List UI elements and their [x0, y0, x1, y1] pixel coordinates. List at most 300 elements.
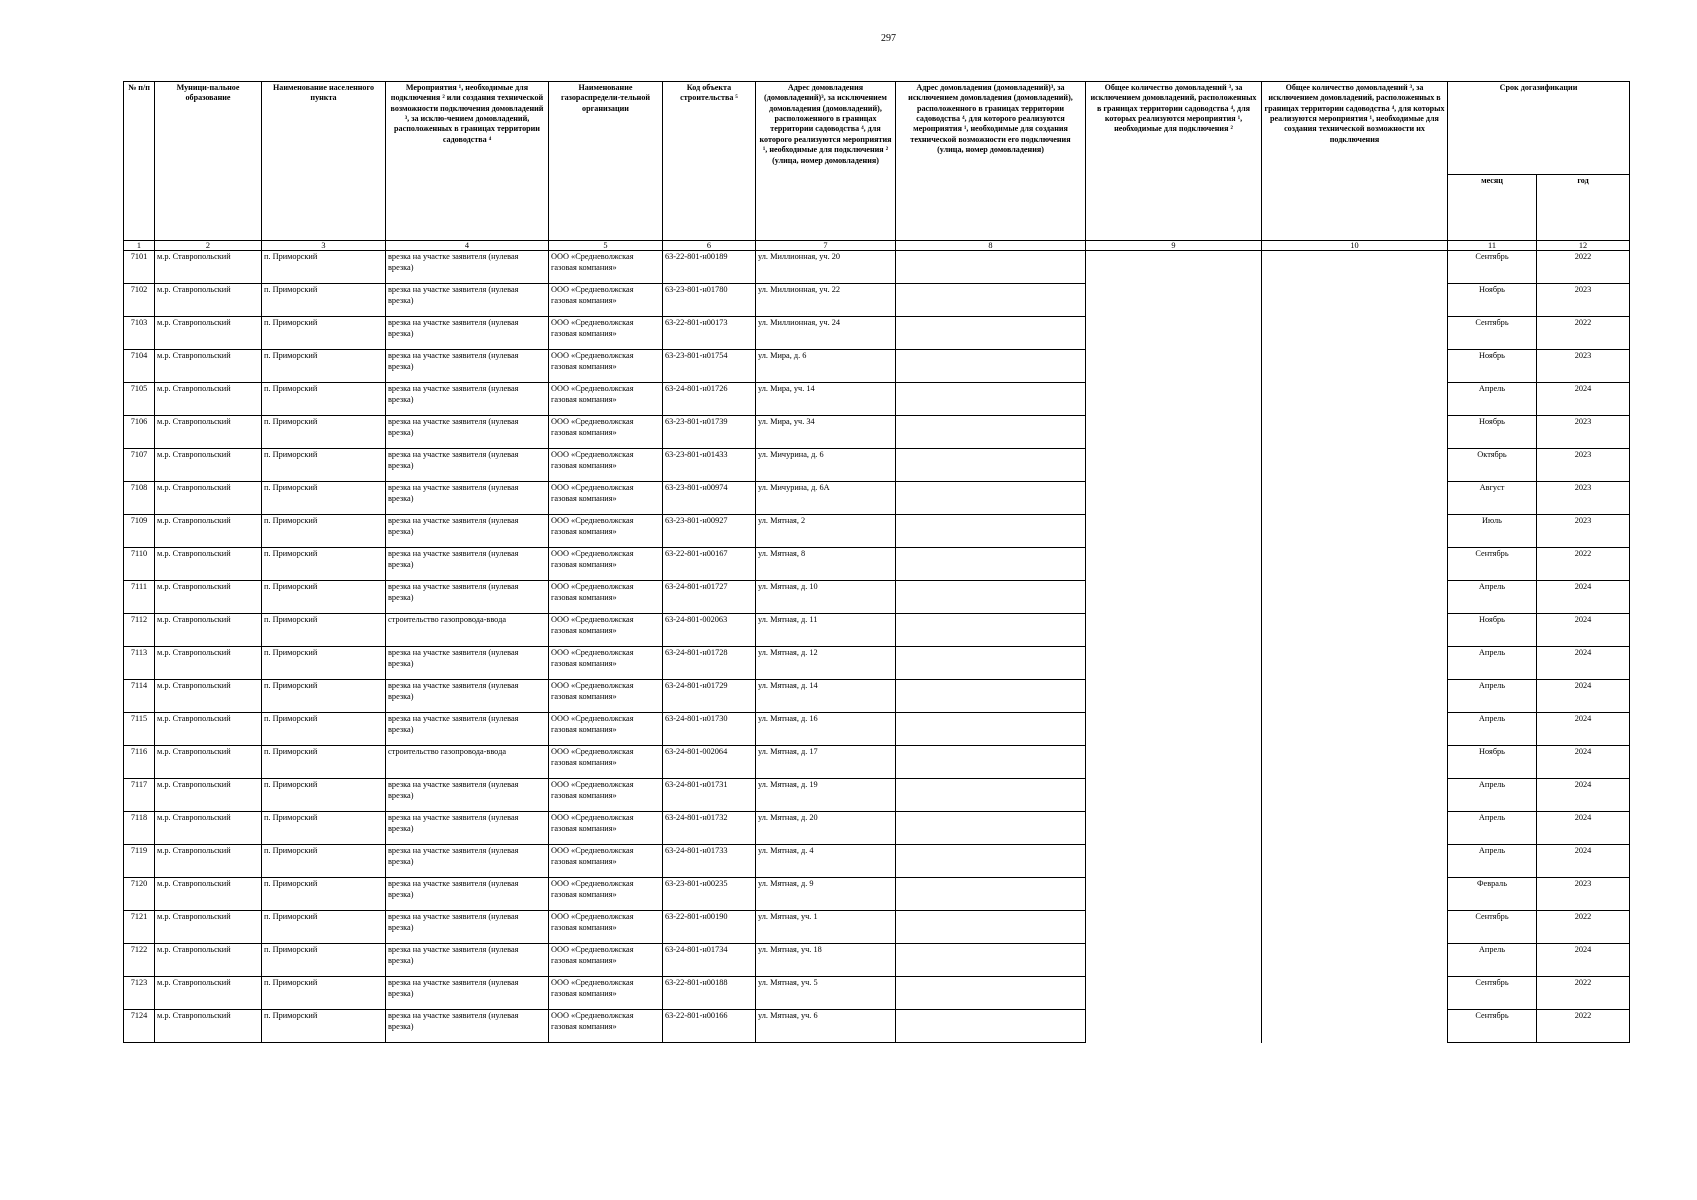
- object-code-cell: 63-24-801-н01726: [663, 383, 756, 416]
- connection-count-cell: [1086, 614, 1262, 647]
- settlement-cell: п. Приморский: [262, 614, 386, 647]
- technical-count-cell: [1262, 251, 1448, 284]
- object-code-cell: 63-23-801-н01433: [663, 449, 756, 482]
- organization-cell: ООО «Средневолжская газовая компания»: [549, 944, 663, 977]
- connection-count-cell: [1086, 812, 1262, 845]
- year-cell: 2023: [1537, 416, 1630, 449]
- settlement-cell: п. Приморский: [262, 251, 386, 284]
- year-cell: 2022: [1537, 1010, 1630, 1043]
- month-cell: Август: [1448, 482, 1537, 515]
- technical-address-cell: [896, 317, 1086, 350]
- column-number: 5: [549, 241, 663, 251]
- object-code-cell: 63-24-801-002063: [663, 614, 756, 647]
- technical-address-cell: [896, 779, 1086, 812]
- table-row: [124, 548, 1630, 581]
- address-cell: ул. Миллионная, уч. 24: [756, 317, 896, 350]
- municipality-cell: м.р. Ставропольский: [155, 482, 262, 515]
- address-cell: ул. Мятная, уч. 1: [756, 911, 896, 944]
- technical-count-cell: [1262, 548, 1448, 581]
- column-number: 2: [155, 241, 262, 251]
- technical-count-cell: [1262, 647, 1448, 680]
- organization-cell: ООО «Средневолжская газовая компания»: [549, 515, 663, 548]
- municipality-cell: м.р. Ставропольский: [155, 350, 262, 383]
- row-number-cell: 7108: [124, 482, 155, 515]
- table-row: [124, 779, 1630, 812]
- municipality-cell: м.р. Ставропольский: [155, 284, 262, 317]
- row-number-cell: 7121: [124, 911, 155, 944]
- month-cell: Сентябрь: [1448, 977, 1537, 1010]
- address-cell: ул. Мятная, д. 4: [756, 845, 896, 878]
- header-term: Срок догазификации: [1448, 82, 1630, 175]
- measure-cell: врезка на участке заявителя (нулевая врезка): [386, 845, 549, 878]
- month-cell: Февраль: [1448, 878, 1537, 911]
- technical-count-cell: [1262, 779, 1448, 812]
- technical-count-cell: [1262, 812, 1448, 845]
- year-cell: 2024: [1537, 680, 1630, 713]
- technical-count-cell: [1262, 482, 1448, 515]
- municipality-cell: м.р. Ставропольский: [155, 680, 262, 713]
- connection-count-cell: [1086, 845, 1262, 878]
- object-code-cell: 63-24-801-н01731: [663, 779, 756, 812]
- settlement-cell: п. Приморский: [262, 1010, 386, 1043]
- object-code-cell: 63-24-801-н01734: [663, 944, 756, 977]
- organization-cell: ООО «Средневолжская газовая компания»: [549, 449, 663, 482]
- column-number: 8: [896, 241, 1086, 251]
- address-cell: ул. Мичурина, д. 6А: [756, 482, 896, 515]
- measure-cell: врезка на участке заявителя (нулевая врезка): [386, 878, 549, 911]
- technical-address-cell: [896, 713, 1086, 746]
- technical-count-cell: [1262, 581, 1448, 614]
- organization-cell: ООО «Средневолжская газовая компания»: [549, 713, 663, 746]
- column-number: 3: [262, 241, 386, 251]
- organization-cell: ООО «Средневолжская газовая компания»: [549, 746, 663, 779]
- organization-cell: ООО «Средневолжская газовая компания»: [549, 911, 663, 944]
- row-number-cell: 7124: [124, 1010, 155, 1043]
- header-settlement: Наименование населенного пункта: [262, 82, 386, 241]
- table-row: [124, 944, 1630, 977]
- settlement-cell: п. Приморский: [262, 779, 386, 812]
- technical-address-cell: [896, 251, 1086, 284]
- settlement-cell: п. Приморский: [262, 581, 386, 614]
- object-code-cell: 63-22-801-н00190: [663, 911, 756, 944]
- organization-cell: ООО «Средневолжская газовая компания»: [549, 548, 663, 581]
- object-code-cell: 63-24-801-н01732: [663, 812, 756, 845]
- measure-cell: врезка на участке заявителя (нулевая врезка): [386, 416, 549, 449]
- header-municipality: Муници-пальное образование: [155, 82, 262, 241]
- table-row: [124, 482, 1630, 515]
- connection-count-cell: [1086, 251, 1262, 284]
- year-cell: 2022: [1537, 317, 1630, 350]
- measure-cell: врезка на участке заявителя (нулевая врезка): [386, 548, 549, 581]
- table-row: [124, 911, 1630, 944]
- technical-count-cell: [1262, 350, 1448, 383]
- year-cell: 2024: [1537, 779, 1630, 812]
- measure-cell: врезка на участке заявителя (нулевая врезка): [386, 680, 549, 713]
- address-cell: ул. Мятная, уч. 5: [756, 977, 896, 1010]
- address-cell: ул. Миллионная, уч. 20: [756, 251, 896, 284]
- address-cell: ул. Мятная, д. 16: [756, 713, 896, 746]
- measure-cell: врезка на участке заявителя (нулевая врезка): [386, 317, 549, 350]
- measure-cell: врезка на участке заявителя (нулевая врезка): [386, 944, 549, 977]
- object-code-cell: 63-22-801-н00173: [663, 317, 756, 350]
- settlement-cell: п. Приморский: [262, 713, 386, 746]
- column-number: 9: [1086, 241, 1262, 251]
- column-number: 11: [1448, 241, 1537, 251]
- column-number: 1: [124, 241, 155, 251]
- organization-cell: ООО «Средневолжская газовая компания»: [549, 251, 663, 284]
- connection-count-cell: [1086, 449, 1262, 482]
- settlement-cell: п. Приморский: [262, 647, 386, 680]
- table-row: [124, 581, 1630, 614]
- object-code-cell: 63-22-801-н00188: [663, 977, 756, 1010]
- technical-count-cell: [1262, 878, 1448, 911]
- table-row: [124, 746, 1630, 779]
- connection-count-cell: [1086, 350, 1262, 383]
- row-number-cell: 7114: [124, 680, 155, 713]
- month-cell: Июль: [1448, 515, 1537, 548]
- year-cell: 2022: [1537, 977, 1630, 1010]
- object-code-cell: 63-23-801-н01739: [663, 416, 756, 449]
- settlement-cell: п. Приморский: [262, 416, 386, 449]
- organization-cell: ООО «Средневолжская газовая компания»: [549, 878, 663, 911]
- row-number-cell: 7123: [124, 977, 155, 1010]
- measure-cell: врезка на участке заявителя (нулевая врезка): [386, 251, 549, 284]
- municipality-cell: м.р. Ставропольский: [155, 383, 262, 416]
- measure-cell: врезка на участке заявителя (нулевая врезка): [386, 1010, 549, 1043]
- municipality-cell: м.р. Ставропольский: [155, 449, 262, 482]
- address-cell: ул. Мятная, д. 10: [756, 581, 896, 614]
- technical-address-cell: [896, 383, 1086, 416]
- column-number: 7: [756, 241, 896, 251]
- row-number-cell: 7107: [124, 449, 155, 482]
- month-cell: Сентябрь: [1448, 548, 1537, 581]
- column-numbers-row: [124, 241, 1630, 251]
- municipality-cell: м.р. Ставропольский: [155, 779, 262, 812]
- technical-count-cell: [1262, 1010, 1448, 1043]
- settlement-cell: п. Приморский: [262, 911, 386, 944]
- address-cell: ул. Мира, д. 6: [756, 350, 896, 383]
- address-cell: ул. Мятная, 2: [756, 515, 896, 548]
- table-row: [124, 284, 1630, 317]
- year-cell: 2023: [1537, 482, 1630, 515]
- organization-cell: ООО «Средневолжская газовая компания»: [549, 383, 663, 416]
- organization-cell: ООО «Средневолжская газовая компания»: [549, 482, 663, 515]
- month-cell: Апрель: [1448, 845, 1537, 878]
- settlement-cell: п. Приморский: [262, 812, 386, 845]
- municipality-cell: м.р. Ставропольский: [155, 548, 262, 581]
- table-row: [124, 680, 1630, 713]
- year-cell: 2024: [1537, 845, 1630, 878]
- table-row: [124, 647, 1630, 680]
- organization-cell: ООО «Средневолжская газовая компания»: [549, 1010, 663, 1043]
- measure-cell: врезка на участке заявителя (нулевая врезка): [386, 383, 549, 416]
- year-cell: 2023: [1537, 350, 1630, 383]
- municipality-cell: м.р. Ставропольский: [155, 812, 262, 845]
- object-code-cell: 63-23-801-н00235: [663, 878, 756, 911]
- connection-count-cell: [1086, 977, 1262, 1010]
- table-row: [124, 515, 1630, 548]
- connection-count-cell: [1086, 284, 1262, 317]
- municipality-cell: м.р. Ставропольский: [155, 977, 262, 1010]
- month-cell: Ноябрь: [1448, 614, 1537, 647]
- technical-count-cell: [1262, 746, 1448, 779]
- technical-count-cell: [1262, 416, 1448, 449]
- technical-count-cell: [1262, 911, 1448, 944]
- address-cell: ул. Мятная, д. 14: [756, 680, 896, 713]
- month-cell: Апрель: [1448, 713, 1537, 746]
- connection-count-cell: [1086, 944, 1262, 977]
- row-number-cell: 7105: [124, 383, 155, 416]
- measure-cell: врезка на участке заявителя (нулевая врезка): [386, 581, 549, 614]
- month-cell: Апрель: [1448, 383, 1537, 416]
- technical-count-cell: [1262, 383, 1448, 416]
- object-code-cell: 63-24-801-н01727: [663, 581, 756, 614]
- measure-cell: врезка на участке заявителя (нулевая врезка): [386, 713, 549, 746]
- settlement-cell: п. Приморский: [262, 284, 386, 317]
- table-row: [124, 977, 1630, 1010]
- technical-count-cell: [1262, 944, 1448, 977]
- month-cell: Апрель: [1448, 779, 1537, 812]
- settlement-cell: п. Приморский: [262, 449, 386, 482]
- technical-address-cell: [896, 845, 1086, 878]
- technical-count-cell: [1262, 977, 1448, 1010]
- header-address-connection: Адрес домовладения (домовладений)³, за исключением домовладения (домовладений), расположенного в границах территории садоводства ⁴, для которого реализуются мероприятия ¹, необходимые для подключения ² (улица, номер домовладения): [756, 82, 896, 241]
- object-code-cell: 63-24-801-н01730: [663, 713, 756, 746]
- address-cell: ул. Мятная, д. 19: [756, 779, 896, 812]
- connection-count-cell: [1086, 548, 1262, 581]
- measure-cell: врезка на участке заявителя (нулевая врезка): [386, 812, 549, 845]
- address-cell: ул. Мятная, уч. 18: [756, 944, 896, 977]
- measure-cell: врезка на участке заявителя (нулевая врезка): [386, 779, 549, 812]
- municipality-cell: м.р. Ставропольский: [155, 845, 262, 878]
- month-cell: Апрель: [1448, 680, 1537, 713]
- header-address-technical: Адрес домовладения (домовладений)³, за исключением домовладения (домовладений), расположенного в границах территории садоводства ⁴, для которого реализуются мероприятия ¹, необходимые для создания технической возможности его подключения (улица, номер домовладения): [896, 82, 1086, 241]
- year-cell: 2024: [1537, 647, 1630, 680]
- connection-count-cell: [1086, 416, 1262, 449]
- year-cell: 2024: [1537, 713, 1630, 746]
- measure-cell: врезка на участке заявителя (нулевая врезка): [386, 482, 549, 515]
- connection-count-cell: [1086, 878, 1262, 911]
- row-number-cell: 7112: [124, 614, 155, 647]
- object-code-cell: 63-22-801-н00189: [663, 251, 756, 284]
- row-number-cell: 7113: [124, 647, 155, 680]
- table-row: [124, 251, 1630, 284]
- table-row: [124, 1010, 1630, 1043]
- settlement-cell: п. Приморский: [262, 383, 386, 416]
- header-year: год: [1537, 175, 1630, 241]
- column-number: 10: [1262, 241, 1448, 251]
- address-cell: ул. Мятная, 8: [756, 548, 896, 581]
- row-number-cell: 7115: [124, 713, 155, 746]
- measure-cell: врезка на участке заявителя (нулевая врезка): [386, 911, 549, 944]
- settlement-cell: п. Приморский: [262, 515, 386, 548]
- settlement-cell: п. Приморский: [262, 680, 386, 713]
- page-number: 297: [881, 33, 896, 44]
- technical-count-cell: [1262, 284, 1448, 317]
- connection-count-cell: [1086, 581, 1262, 614]
- connection-count-cell: [1086, 911, 1262, 944]
- connection-count-cell: [1086, 1010, 1262, 1043]
- measure-cell: строительство газопровода-ввода: [386, 746, 549, 779]
- organization-cell: ООО «Средневолжская газовая компания»: [549, 680, 663, 713]
- header-gas-organization: Наименование газораспредели-тельной организации: [549, 82, 663, 241]
- municipality-cell: м.р. Ставропольский: [155, 647, 262, 680]
- settlement-cell: п. Приморский: [262, 317, 386, 350]
- technical-count-cell: [1262, 680, 1448, 713]
- technical-count-cell: [1262, 515, 1448, 548]
- municipality-cell: м.р. Ставропольский: [155, 614, 262, 647]
- organization-cell: ООО «Средневолжская газовая компания»: [549, 416, 663, 449]
- technical-address-cell: [896, 911, 1086, 944]
- header-object-code: Код объекта строительства ⁵: [663, 82, 756, 241]
- month-cell: Сентябрь: [1448, 317, 1537, 350]
- address-cell: ул. Мятная, д. 9: [756, 878, 896, 911]
- row-number-cell: 7120: [124, 878, 155, 911]
- row-number-cell: 7119: [124, 845, 155, 878]
- object-code-cell: 63-23-801-н01754: [663, 350, 756, 383]
- organization-cell: ООО «Средневолжская газовая компания»: [549, 284, 663, 317]
- month-cell: Апрель: [1448, 581, 1537, 614]
- table-row: [124, 383, 1630, 416]
- settlement-cell: п. Приморский: [262, 482, 386, 515]
- year-cell: 2024: [1537, 581, 1630, 614]
- municipality-cell: м.р. Ставропольский: [155, 416, 262, 449]
- technical-count-cell: [1262, 614, 1448, 647]
- row-number-cell: 7111: [124, 581, 155, 614]
- address-cell: ул. Мятная, д. 17: [756, 746, 896, 779]
- technical-address-cell: [896, 977, 1086, 1010]
- year-cell: 2024: [1537, 944, 1630, 977]
- technical-address-cell: [896, 680, 1086, 713]
- connection-count-cell: [1086, 515, 1262, 548]
- year-cell: 2024: [1537, 614, 1630, 647]
- month-cell: Ноябрь: [1448, 416, 1537, 449]
- organization-cell: ООО «Средневолжская газовая компания»: [549, 779, 663, 812]
- column-number: 6: [663, 241, 756, 251]
- year-cell: 2023: [1537, 878, 1630, 911]
- technical-address-cell: [896, 350, 1086, 383]
- month-cell: Апрель: [1448, 944, 1537, 977]
- technical-address-cell: [896, 746, 1086, 779]
- technical-address-cell: [896, 416, 1086, 449]
- measure-cell: врезка на участке заявителя (нулевая врезка): [386, 977, 549, 1010]
- table-row: [124, 845, 1630, 878]
- municipality-cell: м.р. Ставропольский: [155, 1010, 262, 1043]
- month-cell: Ноябрь: [1448, 284, 1537, 317]
- object-code-cell: 63-24-801-н01733: [663, 845, 756, 878]
- month-cell: Апрель: [1448, 812, 1537, 845]
- row-number-cell: 7116: [124, 746, 155, 779]
- organization-cell: ООО «Средневолжская газовая компания»: [549, 647, 663, 680]
- measure-cell: врезка на участке заявителя (нулевая врезка): [386, 515, 549, 548]
- technical-address-cell: [896, 515, 1086, 548]
- row-number-cell: 7122: [124, 944, 155, 977]
- gasification-table: [123, 81, 1630, 1043]
- municipality-cell: м.р. Ставропольский: [155, 251, 262, 284]
- object-code-cell: 63-23-801-н00927: [663, 515, 756, 548]
- technical-address-cell: [896, 482, 1086, 515]
- object-code-cell: 63-22-801-н00167: [663, 548, 756, 581]
- month-cell: Ноябрь: [1448, 350, 1537, 383]
- year-cell: 2023: [1537, 284, 1630, 317]
- technical-address-cell: [896, 284, 1086, 317]
- header-count-technical: Общее количество домовладений ³, за исключением домовладений, расположенных в границах территории садоводства ⁴, для которых реализуются мероприятия ¹, необходимые для создания технической возможности их подключения: [1262, 82, 1448, 241]
- address-cell: ул. Мичурина, д. 6: [756, 449, 896, 482]
- organization-cell: ООО «Средневолжская газовая компания»: [549, 350, 663, 383]
- connection-count-cell: [1086, 647, 1262, 680]
- technical-address-cell: [896, 647, 1086, 680]
- month-cell: Ноябрь: [1448, 746, 1537, 779]
- year-cell: 2022: [1537, 548, 1630, 581]
- technical-count-cell: [1262, 449, 1448, 482]
- year-cell: 2022: [1537, 251, 1630, 284]
- organization-cell: ООО «Средневолжская газовая компания»: [549, 977, 663, 1010]
- year-cell: 2024: [1537, 746, 1630, 779]
- measure-cell: врезка на участке заявителя (нулевая врезка): [386, 284, 549, 317]
- measure-cell: врезка на участке заявителя (нулевая врезка): [386, 647, 549, 680]
- organization-cell: ООО «Средневолжская газовая компания»: [549, 581, 663, 614]
- month-cell: Сентябрь: [1448, 1010, 1537, 1043]
- measure-cell: врезка на участке заявителя (нулевая врезка): [386, 350, 549, 383]
- address-cell: ул. Мятная, д. 12: [756, 647, 896, 680]
- organization-cell: ООО «Средневолжская газовая компания»: [549, 614, 663, 647]
- technical-address-cell: [896, 812, 1086, 845]
- month-cell: Октябрь: [1448, 449, 1537, 482]
- connection-count-cell: [1086, 317, 1262, 350]
- header-count-connection: Общее количество домовладений ³, за исключением домовладений, расположенных в границах территории садоводства ⁴, для которых реализуются мероприятия ¹, необходимые для подключения ²: [1086, 82, 1262, 241]
- technical-address-cell: [896, 944, 1086, 977]
- header-measures: Мероприятия ¹, необходимые для подключения ² или создания технической возможности подключения домовладений ³, за исклю-чением домовладений, расположенных в границах территории садоводства ⁴: [386, 82, 549, 241]
- municipality-cell: м.р. Ставропольский: [155, 515, 262, 548]
- measure-cell: строительство газопровода-ввода: [386, 614, 549, 647]
- row-number-cell: 7118: [124, 812, 155, 845]
- organization-cell: ООО «Средневолжская газовая компания»: [549, 317, 663, 350]
- settlement-cell: п. Приморский: [262, 977, 386, 1010]
- connection-count-cell: [1086, 746, 1262, 779]
- technical-address-cell: [896, 449, 1086, 482]
- year-cell: 2023: [1537, 449, 1630, 482]
- year-cell: 2022: [1537, 911, 1630, 944]
- municipality-cell: м.р. Ставропольский: [155, 911, 262, 944]
- address-cell: ул. Мира, уч. 14: [756, 383, 896, 416]
- address-cell: ул. Мира, уч. 34: [756, 416, 896, 449]
- table-row: [124, 416, 1630, 449]
- month-cell: Сентябрь: [1448, 251, 1537, 284]
- technical-address-cell: [896, 1010, 1086, 1043]
- technical-address-cell: [896, 614, 1086, 647]
- connection-count-cell: [1086, 383, 1262, 416]
- address-cell: ул. Миллионная, уч. 22: [756, 284, 896, 317]
- table-row: [124, 812, 1630, 845]
- connection-count-cell: [1086, 713, 1262, 746]
- row-number-cell: 7110: [124, 548, 155, 581]
- measure-cell: врезка на участке заявителя (нулевая врезка): [386, 449, 549, 482]
- address-cell: ул. Мятная, д. 11: [756, 614, 896, 647]
- settlement-cell: п. Приморский: [262, 548, 386, 581]
- technical-count-cell: [1262, 845, 1448, 878]
- municipality-cell: м.р. Ставропольский: [155, 878, 262, 911]
- address-cell: ул. Мятная, уч. 6: [756, 1010, 896, 1043]
- table-row: [124, 614, 1630, 647]
- table-row: [124, 317, 1630, 350]
- row-number-cell: 7101: [124, 251, 155, 284]
- technical-address-cell: [896, 581, 1086, 614]
- municipality-cell: м.р. Ставропольский: [155, 581, 262, 614]
- technical-address-cell: [896, 878, 1086, 911]
- object-code-cell: 63-24-801-н01729: [663, 680, 756, 713]
- organization-cell: ООО «Средневолжская газовая компания»: [549, 812, 663, 845]
- settlement-cell: п. Приморский: [262, 944, 386, 977]
